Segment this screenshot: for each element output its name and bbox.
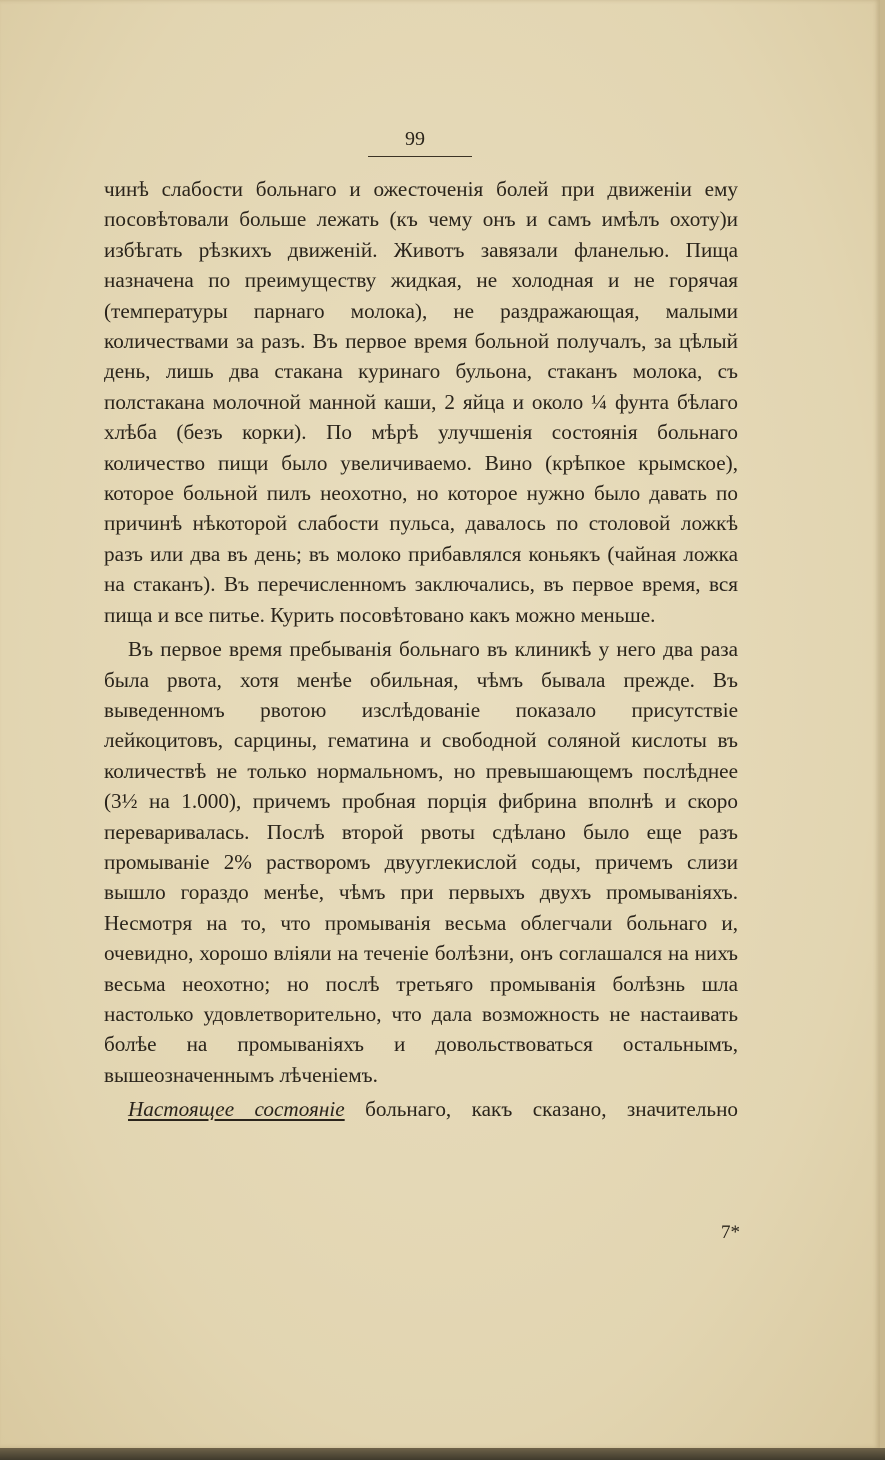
header-rule (368, 156, 472, 157)
paragraph-2: Въ первое время пребыванія больнаго въ клиникѣ у него два раза была рвота, хотя менѣе обильная, чѣмъ бывала прежде. Въ выведенномъ рвотою изслѣдованіе показало присутствіе лейкоцитовъ, сарцины, гематина и свободной соляной кислоты въ количествѣ не только нормальномъ, но превышающемъ послѣднее (3½ на 1.000), причемъ пробная порція фибрина вполнѣ и скоро переваривалась. Послѣ второй рвоты сдѣлано было еще разъ промываніе 2% растворомъ двууглекислой соды, причемъ слизи вышло гораздо менѣе, чѣмъ при первыхъ двухъ промываніяхъ. Несмотря на то, что промыванія весьма облегчали больнаго и, очевидно, хорошо вліяли на теченіе болѣзни, онъ соглашался на нихъ весьма неохотно; но послѣ третьяго промыванія болѣзнь шла настолько удовлетворительно, что дала возможность не настаивать болѣе на промываніяхъ и довольствоваться остальнымъ, вышеозначеннымъ лѣченіемъ. (104, 637, 738, 1087)
emphasized-heading: Настоящее состояніе (128, 1097, 345, 1122)
body-text (104, 174, 738, 1125)
page-number: 99 (405, 128, 425, 150)
signature-mark: 7* (721, 1222, 740, 1243)
page-bottom-edge (0, 1448, 885, 1460)
paragraph-1: чинѣ слабости больнаго и ожесточенія болей при движеніи ему посовѣтовали больше лежать (къ чему онъ и самъ имѣлъ охоту)и избѣгать рѣзкихъ движеній. Животъ завязали фланелью. Пища назначена по преимуществу жидкая, не холодная и не горячая (температуры парнаго молока), не раздражающая, малыми количествами за разъ. Въ первое время больной получалъ, за цѣлый день, лишь два стакана куринаго бульона, стаканъ молока, съ полстакана молочной манной каши, 2 яйца и около ¼ фунта бѣлаго хлѣба (безъ корки). По мѣрѣ улучшенія состоянія больнаго количество пищи было увеличиваемо. Вино (крѣпкое крымское), которое больной пилъ неохотно, но которое нужно было давать по причинѣ нѣкоторой слабости пульса, давалось по столовой ложкѣ разъ или два въ день; въ молоко прибавлялся коньякъ (чайная ложка на стаканъ). Въ перечисленномъ заключались, въ первое время, вся пища и все питье. Курить посовѣтовано какъ можно меньше. (104, 177, 738, 627)
paragraph-3 (104, 1094, 738, 1124)
paragraph-3-text: больнаго, какъ сказано, значительно (344, 1097, 739, 1122)
